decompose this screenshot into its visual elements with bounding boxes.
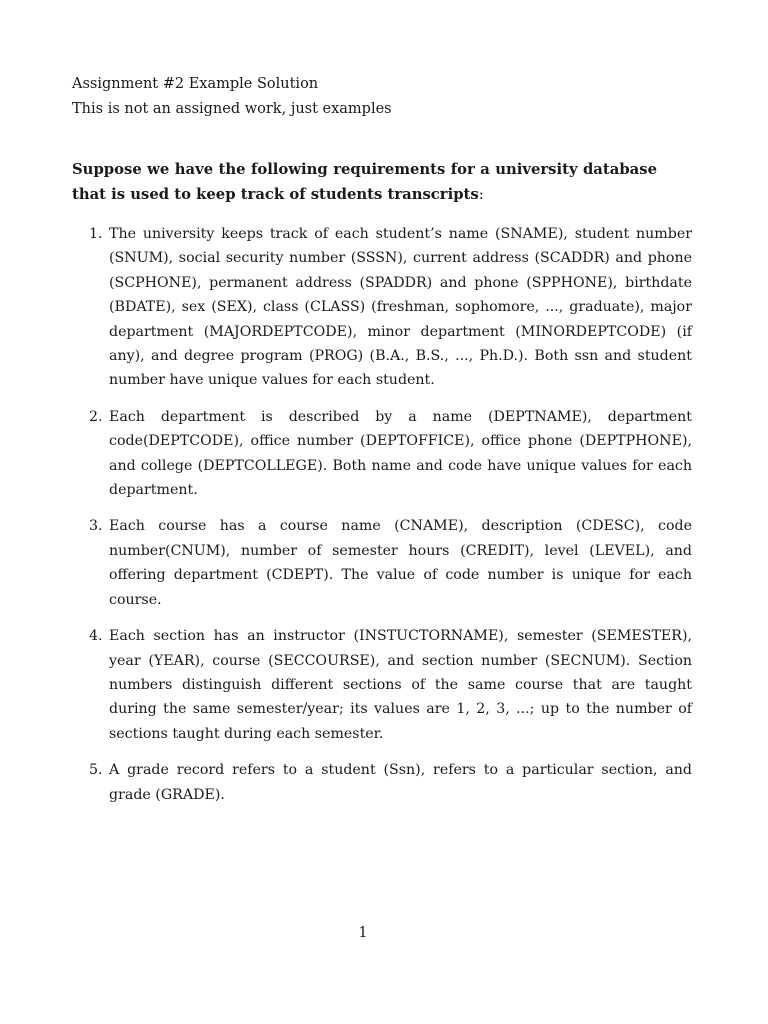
intro-bold-text: Suppose we have the following requirements for a university database that is used to keep track of students transcripts bbox=[72, 161, 657, 203]
list-item-text: Each section has an instructor (INSTUCTORNAME), semester (SEMESTER), year (YEAR), course (SECCOURSE), and section number (SECNUM). Section numbers distinguish different sections of the same course that are taught during the same semester/year; its values are 1, 2, 3, ...; up to the number of sections taught during each semester. bbox=[109, 628, 692, 742]
list-item bbox=[72, 222, 692, 393]
list-item-number: 5. bbox=[89, 762, 103, 779]
list-item-text: A grade record refers to a student (Ssn), refers to a particular section, and grade (GRADE). bbox=[109, 762, 692, 803]
list-item-number: 2. bbox=[89, 408, 103, 425]
document-subtitle: This is not an assigned work, just examples bbox=[72, 101, 392, 117]
intro-colon: : bbox=[478, 185, 484, 203]
page-number: 1 bbox=[358, 925, 368, 941]
document-title: Assignment #2 Example Solution bbox=[72, 76, 319, 92]
list-item-text: The university keeps track of each student’s name (SNAME), student number (SNUM), social security number (SSSN), current address (SCADDR) and phone (SCPHONE), permanent address (SPADDR) and phone (SPPHONE), birthdate (BDATE), sex (SEX), class (CLASS) (freshman, sophomore, ..., graduate), major department (MAJORDEPTCODE), minor department (MINORDEPTCODE) (if any), and degree program (PROG) (B.A., B.S., ..., Ph.D.). Both ssn and student number have unique values for each student. bbox=[109, 226, 692, 389]
list-item bbox=[72, 758, 692, 807]
intro-paragraph bbox=[72, 158, 657, 207]
list-item bbox=[72, 405, 692, 503]
list-item-number: 3. bbox=[89, 518, 103, 535]
list-item-text: Each course has a course name (CNAME), description (CDESC), code number(CNUM), number of semester hours (CREDIT), level (LEVEL), and offering department (CDEPT). The value of code number is unique for each course. bbox=[109, 518, 692, 608]
list-item bbox=[72, 624, 692, 746]
requirements-list bbox=[72, 222, 692, 819]
list-item-number: 4. bbox=[89, 628, 103, 645]
list-item-number: 1. bbox=[89, 226, 103, 242]
list-item bbox=[72, 514, 692, 612]
list-item-text: Each department is described by a name (DEPTNAME), department code(DEPTCODE), office number (DEPTOFFICE), office phone (DEPTPHONE), and college (DEPTCOLLEGE). Both name and code have unique values for each department. bbox=[109, 408, 692, 499]
